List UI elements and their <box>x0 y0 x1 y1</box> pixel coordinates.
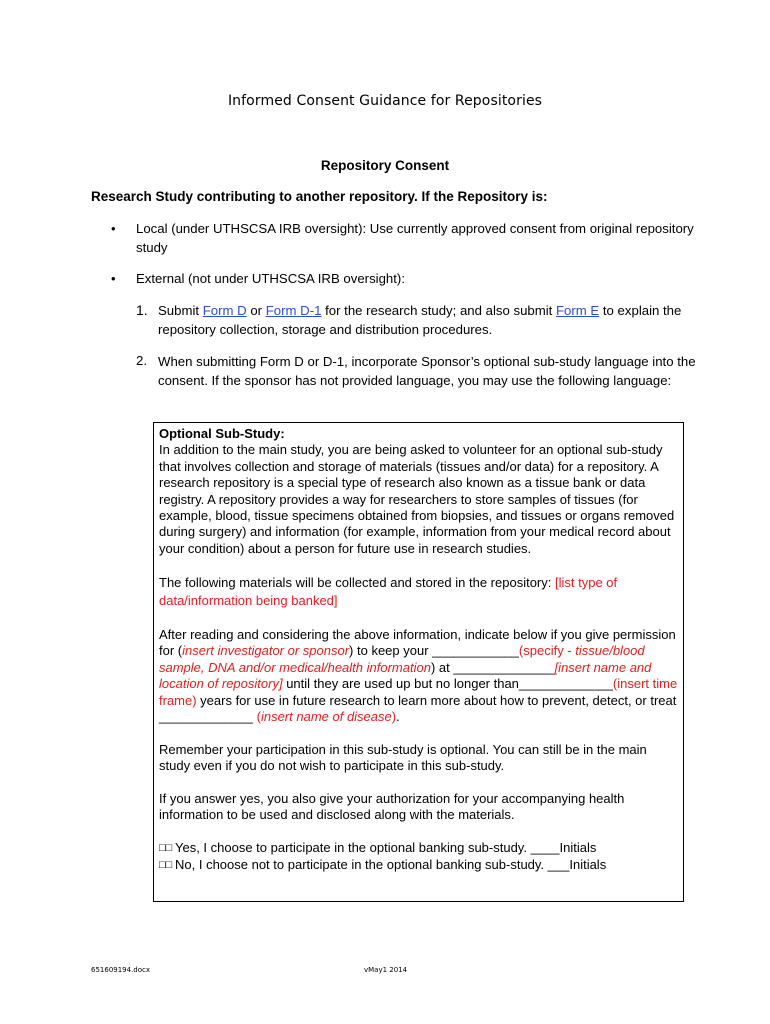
bullet-icon: • <box>111 221 116 236</box>
box-paragraph-optional: Remember your participation in this sub-study is optional. You can still be in the main study even if you do not wish to participate in this sub-study. <box>159 741 647 774</box>
placeholder-text: ( <box>256 709 261 725</box>
box-paragraph-permission <box>159 627 681 725</box>
checkbox-icon[interactable]: □□ <box>159 842 173 855</box>
list-number: 2. <box>136 353 147 368</box>
subheading: Research Study contributing to another repository. If the Repository is: <box>91 189 548 204</box>
list-number: 1. <box>136 302 148 318</box>
form-d1-link[interactable]: Form D-1 <box>265 303 322 318</box>
form-e-link[interactable]: Form E <box>556 303 600 318</box>
placeholder-text: insert name of disease <box>260 709 392 725</box>
placeholder-text: insert investigator or sponsor <box>182 643 350 659</box>
text-segment: for the research study; and also submit <box>321 303 556 318</box>
footer-filename: 651609194.docx <box>91 966 151 974</box>
box-paragraph-intro: In addition to the main study, you are being asked to volunteer for an optional sub-study that involves collection and storage of materials (tissues and/or data) for a repository. A research repository is a special type of research also known as a tissue bank or data registry. A repository provides a way for researchers to store samples of tissues (for example, blood, tissue specimens obtained from biopsies, and tissues or organs removed during surgery) and information (for example, information from your medical record about your condition) about a person for future use in research studies. <box>159 442 675 556</box>
yes-option[interactable] <box>159 840 681 856</box>
box-heading: Optional Sub-Study: <box>159 426 285 441</box>
checkbox-icon[interactable]: □□ <box>159 858 173 871</box>
text-segment: until they are used up but no longer than_____________ <box>282 676 613 692</box>
text-segment: . <box>396 709 400 725</box>
placeholder-text: [list type of data/information being banked] <box>159 574 618 609</box>
bullet-icon: • <box>111 271 116 286</box>
text-segment: ) to keep your ____________ <box>349 643 519 659</box>
text-segment: to explain the repository collection, storage and distribution procedures. <box>158 303 682 337</box>
box-paragraph-materials <box>159 574 681 611</box>
text-segment: After reading and considering the above information, indicate below if you give permission for ( <box>159 627 676 659</box>
box-paragraph-authorization: If you answer yes, you also give your authorization for your accompanying health information to be used and disclosed along with the materials. <box>159 791 625 823</box>
section-title: Repository Consent <box>320 158 450 173</box>
footer-version: vMay1 2014 <box>364 966 408 974</box>
numbered-item-2: When submitting Form D or D-1, incorporate Sponsor’s optional sub-study language into the consent. If the sponsor has not provided language, you may use the following language: <box>158 354 696 388</box>
form-d-link[interactable]: Form D <box>202 303 247 318</box>
no-option-label: No, I choose not to participate in the optional banking sub-study. ___Initials <box>175 856 607 872</box>
no-option[interactable] <box>159 857 681 873</box>
yes-option-label: Yes, I choose to participate in the optional banking sub-study. ____Initials <box>175 840 597 856</box>
placeholder-text: (specify - <box>518 643 576 659</box>
page-title: Informed Consent Guidance for Repositories <box>227 93 543 109</box>
text-segment: years for use in future research to learn more about how to prevent, detect, or treat _____________ <box>159 692 677 725</box>
text-segment: Submit <box>158 303 203 318</box>
numbered-item-1 <box>158 302 698 339</box>
placeholder-text: [insert name and location of repository] <box>159 659 652 692</box>
placeholder-text: (insert time frame) <box>159 676 678 708</box>
bullet-local: Local (under UTHSCSA IRB oversight): Use currently approved consent from original repository study <box>136 221 694 255</box>
optional-substudy-box <box>153 422 684 902</box>
placeholder-text: ) <box>391 709 397 725</box>
bullet-external: External (not under UTHSCSA IRB oversight): <box>136 271 405 286</box>
text-segment: The following materials will be collected and stored in the repository: <box>159 574 555 590</box>
text-segment: or <box>246 303 266 318</box>
text-segment: ) at ______________ <box>430 659 555 675</box>
placeholder-text: tissue/blood sample, DNA and/or medical/health information <box>159 643 645 675</box>
